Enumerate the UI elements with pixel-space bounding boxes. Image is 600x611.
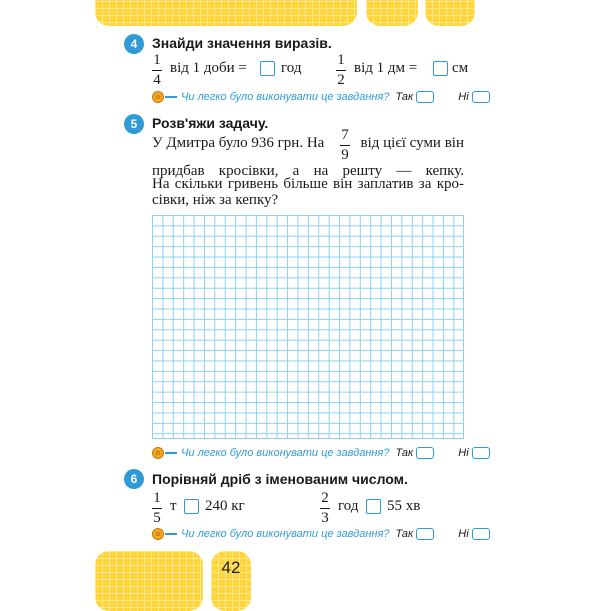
- smile-icon: ☺: [152, 528, 164, 540]
- task-5-title: Розв'яжи задачу.: [152, 115, 269, 131]
- top-decor-tab-small: [366, 0, 418, 26]
- denominator: 4: [153, 72, 161, 88]
- denominator: 3: [321, 510, 329, 526]
- task-6-expr-2-unit: год: [338, 498, 359, 514]
- task-5-number-badge: 5: [124, 114, 144, 134]
- self-check-yes-label: Так: [395, 528, 414, 540]
- smile-icon: ☺: [152, 91, 164, 103]
- task-4-self-check: [152, 90, 490, 104]
- task-6-fraction-2: [320, 490, 330, 527]
- self-check-yes-box[interactable]: [416, 447, 434, 459]
- task-5-line-4: сівки, ніж за кепку?: [152, 192, 279, 208]
- smile-icon: ☺: [152, 447, 164, 459]
- denominator: 2: [337, 72, 345, 88]
- task-5-line-2: придбав кросівки, а на решту — кепку.: [152, 163, 464, 179]
- task-6-number-badge: 6: [124, 469, 144, 489]
- task-4-number-badge: 4: [124, 34, 144, 54]
- numerator: 1: [153, 52, 161, 68]
- task-4-expr-2-text: від 1 дм =: [354, 60, 418, 76]
- task-4-expr-2-unit: см: [452, 60, 469, 76]
- bottom-decor-tab: [95, 551, 203, 611]
- self-check-yes-box[interactable]: [416, 528, 434, 540]
- self-check-yes-label: Так: [395, 91, 414, 103]
- answer-grid[interactable]: [152, 215, 464, 439]
- dash-icon: [165, 533, 177, 535]
- task-6-self-check: [152, 527, 490, 541]
- numerator: 1: [337, 52, 345, 68]
- self-check-question: Чи легко було виконувати це завдання?: [181, 528, 390, 540]
- numerator: 1: [153, 490, 161, 506]
- task-6-title: Порівняй дріб з іменованим числом.: [152, 471, 408, 487]
- task-5-self-check: [152, 446, 490, 460]
- task-6-expr-1-value: 240 кг: [205, 498, 245, 514]
- dash-icon: [165, 452, 177, 454]
- denominator: 9: [341, 147, 349, 163]
- task-5-fraction: [340, 127, 350, 164]
- self-check-no-box[interactable]: [472, 447, 490, 459]
- self-check-question: Чи легко було виконувати це завдання?: [181, 447, 390, 459]
- task-6-expr-2-value: 55 хв: [387, 498, 421, 514]
- task-6-expr-1-unit: т: [170, 498, 177, 514]
- page-number: 42: [221, 558, 241, 577]
- top-decor-tab: [95, 0, 357, 26]
- denominator: 5: [153, 510, 161, 526]
- self-check-no-label: Ні: [458, 447, 469, 459]
- self-check-yes-label: Так: [395, 447, 414, 459]
- self-check-yes-box[interactable]: [416, 91, 434, 103]
- top-decor-tab-small: [425, 0, 475, 26]
- task-5-line-1a: У Дмитра було 936 грн. На: [152, 135, 325, 151]
- task-4-expr-1-unit: год: [281, 60, 302, 76]
- task-4-fraction-2: [336, 52, 346, 89]
- task-6-fraction-1: [152, 490, 162, 527]
- self-check-no-box[interactable]: [472, 91, 490, 103]
- self-check-no-label: Ні: [458, 528, 469, 540]
- task-4-fraction-1: [152, 52, 162, 89]
- task-6-compare-box-2[interactable]: [366, 499, 381, 514]
- task-4-answer-box-2[interactable]: [433, 61, 448, 76]
- numerator: 2: [321, 490, 329, 506]
- task-5-line-3: На скільки гривень більше він заплатив за кро-: [152, 176, 464, 192]
- task-4-expr-1-text: від 1 доби =: [170, 60, 247, 76]
- task-5-line-1b: від цієї суми він: [360, 135, 464, 151]
- self-check-no-label: Ні: [458, 91, 469, 103]
- numerator: 7: [341, 127, 349, 143]
- self-check-no-box[interactable]: [472, 528, 490, 540]
- task-4-title: Знайди значення виразів.: [152, 35, 332, 51]
- self-check-question: Чи легко було виконувати це завдання?: [181, 91, 390, 103]
- task-4-answer-box-1[interactable]: [260, 61, 275, 76]
- dash-icon: [165, 96, 177, 98]
- task-6-compare-box-1[interactable]: [184, 499, 199, 514]
